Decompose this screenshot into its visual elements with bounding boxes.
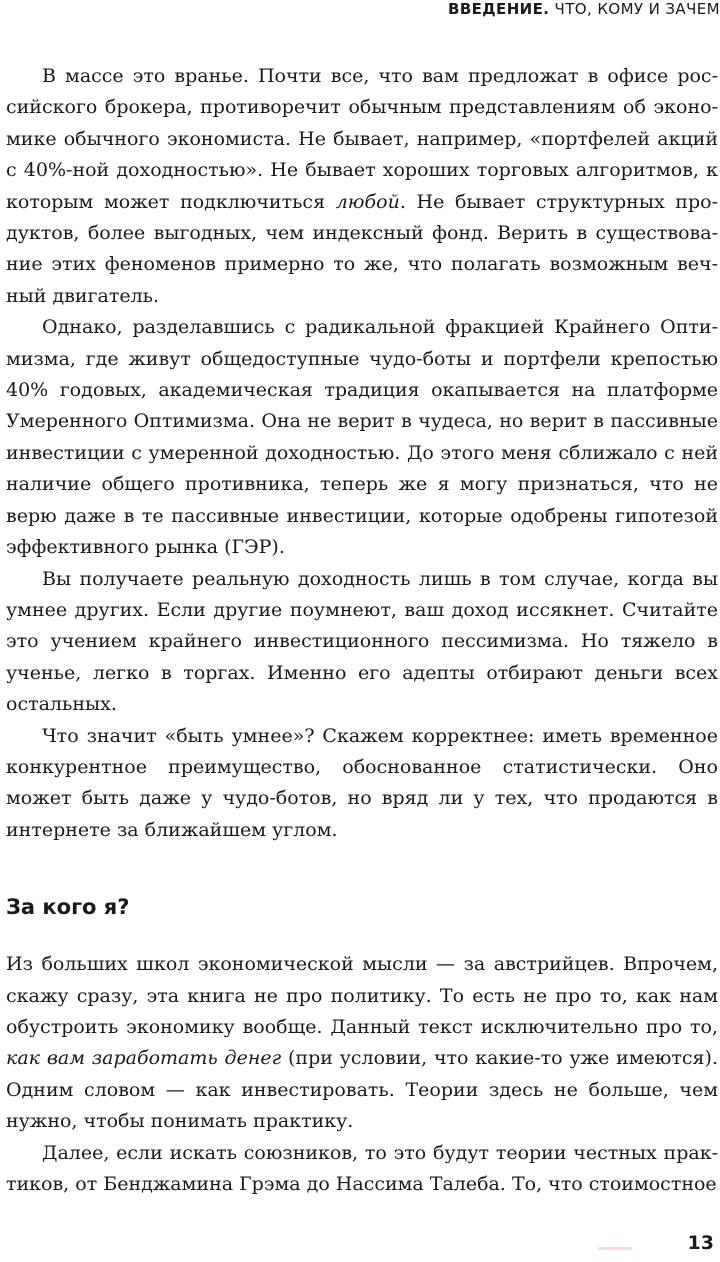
paragraph bbox=[6, 721, 718, 847]
paragraph-text: Что значит «быть умнее»? Скажем корректнее: иметь временное конкурентное преимущество, обоснованное статистически. Оно может быть даже у чудо-ботов, но вряд ли у тех, что продаются в интернете за ближайшем углом. bbox=[6, 724, 718, 841]
paragraph-text: (при условии, что какие-то уже имеются). Одним словом — как инвестировать. Теории здесь не больше, чем нужно, чтобы понимать практику. bbox=[6, 1047, 718, 1133]
paragraph-text: Далее, если искать союзников, то это будут теории честных практиков, от Бенджамина Грэма до Нассима Талеба. То, что стоимостное bbox=[6, 1141, 718, 1195]
paragraph bbox=[6, 564, 718, 721]
decorative-mark bbox=[598, 1247, 632, 1250]
paragraph-text: Вы получаете реальную доходность лишь в том случае, когда вы умнее других. Если другие поумнеют, ваш доход иссякнет. Считайте это учением крайнего инвестиционного пессимизма. Но тяжело в ученье, легко в торгах. Именно его адепты отбирают деньги всех остальных. bbox=[6, 567, 718, 716]
paragraph-text: В массе это вранье. Почти все, что вам предложат в офисе российского брокера, противоречит обычным представлениям об экономике обычного экономиста. Не бывает, например, «портфелей акций с 40%-ной доходностью». Не бывает хороших торговых алгоритмов, к которым может подключиться bbox=[6, 65, 718, 213]
emphasis-text: любой bbox=[335, 190, 400, 213]
paragraph-text: Из больших школ экономической мысли — за австрийцев. Впрочем, скажу сразу, эта книга не про политику. То есть не про то, как нам обустроить экономику вообще. Данный текст исключительно про то, bbox=[6, 953, 718, 1038]
paragraph-text: Однако, разделавшись с радикальной фракцией Крайнего Оптимизма, где живут общедоступные чудо-боты и портфели крепостью 40% годовых, академическая традиция окапывается на платформе Умеренного Оптимизма. Она не верит в чудеса, но верит в пассивные инвестиции с умеренной доходностью. До этого меня сближало с ней наличие общего противника, теперь же я могу признаться, что не верю даже в те пассивные инвестиции, которые одобрены гипотезой эффективного рынка (ГЭР). bbox=[6, 316, 718, 559]
paragraph bbox=[6, 61, 718, 312]
page-body bbox=[6, 61, 718, 1200]
page-number: 13 bbox=[687, 1232, 714, 1254]
running-head-section: ВВЕДЕНИЕ. bbox=[447, 0, 550, 18]
body-text-top bbox=[6, 61, 718, 846]
paragraph bbox=[6, 949, 718, 1137]
paragraph bbox=[6, 1138, 718, 1201]
section-heading: За кого я? bbox=[6, 895, 130, 920]
running-head-chapter: ЧТО, КОМУ И ЗАЧЕМ bbox=[549, 0, 720, 18]
paragraph bbox=[6, 312, 718, 563]
running-head bbox=[448, 0, 720, 22]
body-text-bottom bbox=[6, 949, 718, 1200]
emphasis-text: как вам заработать денег bbox=[6, 1047, 282, 1070]
paragraph-text: . Не бывает структурных продуктов, более выгодных, чем индексный фонд. Верить в существование этих феноменов примерно то же, что полагать возможным вечный двигатель. bbox=[6, 190, 718, 307]
